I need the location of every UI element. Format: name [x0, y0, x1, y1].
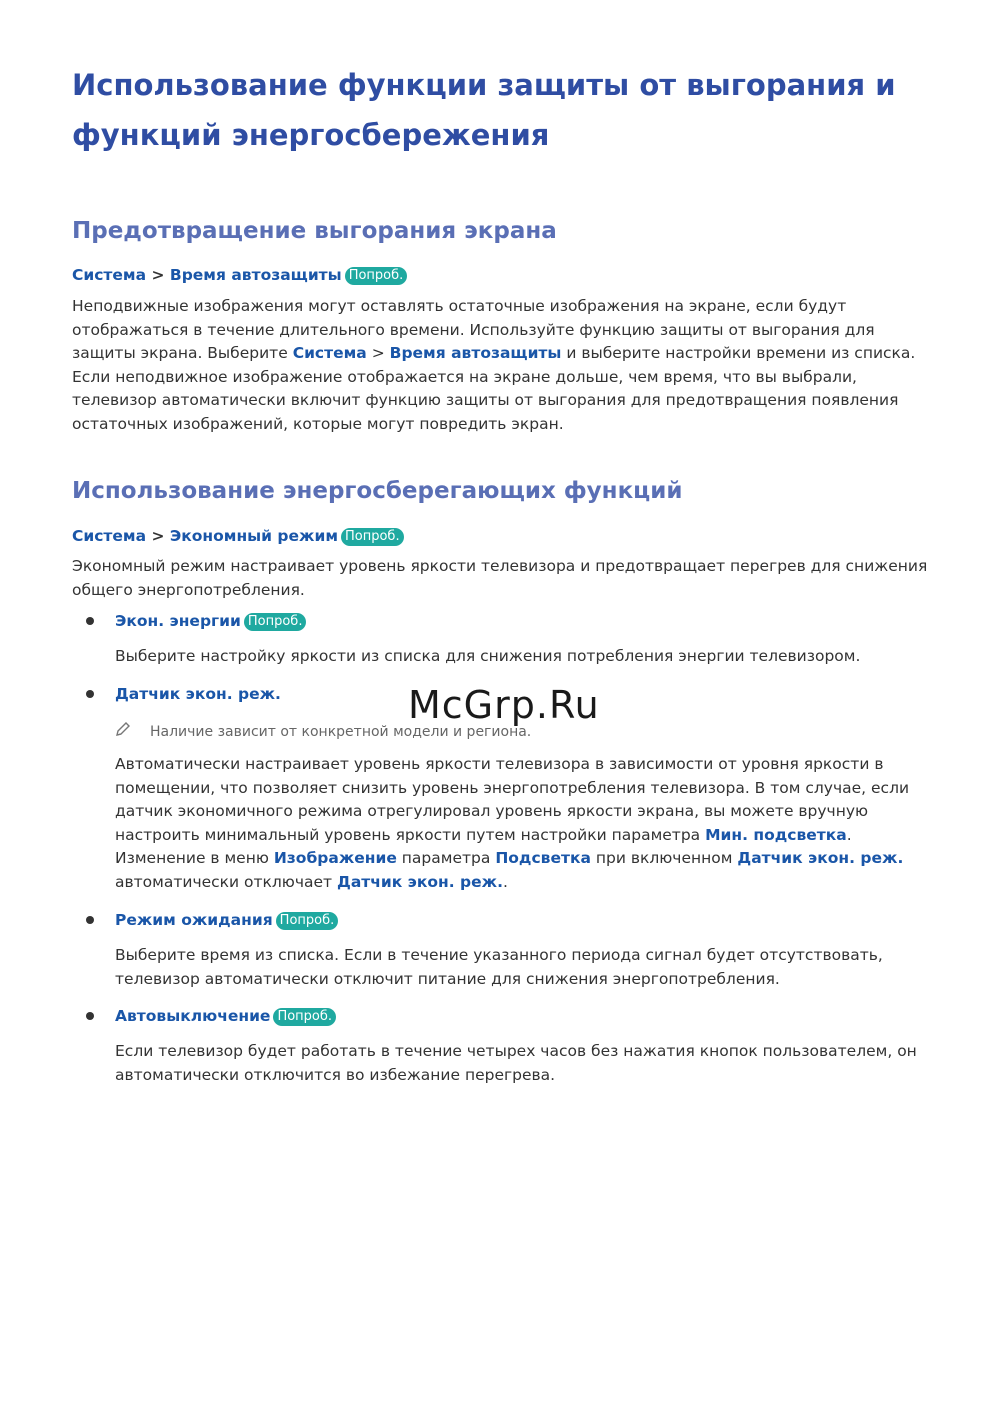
item-eco-sensor — [115, 683, 281, 705]
crumb-system-link[interactable]: Система — [72, 527, 147, 545]
crumb-auto-protection-link[interactable]: Время автозащиты — [169, 266, 342, 284]
section-heading-energy-saving: Использование энергосберегающих функций — [72, 478, 683, 504]
paragraph-text: . Изменение в меню — [115, 825, 852, 867]
paragraph-text: при включенном — [595, 849, 733, 867]
paragraph-text: автоматически отключает — [115, 872, 333, 891]
try-now-button[interactable]: Попроб. — [273, 1008, 336, 1026]
eco-sensor-inline-link[interactable]: Датчик экон. реж. — [737, 849, 904, 867]
breadcrumb-energy-saving — [72, 525, 404, 547]
energy-saving-description: Выберите настройку яркости из списка для снижения потребления энергии телевизором. — [115, 647, 861, 665]
backlight-link[interactable]: Подсветка — [495, 849, 591, 867]
bullet-dot — [86, 617, 94, 625]
item-auto-power-off — [115, 1005, 336, 1027]
eco-sensor-inline-link[interactable]: Датчик экон. реж. — [337, 872, 503, 891]
item-energy-saving — [115, 610, 306, 632]
try-now-button[interactable]: Попроб. — [244, 613, 307, 631]
crumb-separator: > — [151, 527, 165, 545]
eco-mode-intro: Экономный режим настраивает уровень яркости телевизора и предотвращает перегрев для снижения общего энергопотребления. — [72, 557, 928, 599]
page-title: Использование функции защиты от выгорания и функций энергосбережения — [72, 68, 896, 152]
breadcrumb-burn-protection — [72, 264, 407, 286]
inline-separator: > — [371, 344, 385, 362]
auto-power-off-link[interactable]: Автовыключение — [115, 1007, 271, 1025]
availability-note: Наличие зависит от конкретной модели и региона. — [150, 724, 532, 740]
item-standby-mode — [115, 909, 338, 931]
paragraph-text: Неподвижные изображения могут оставлять остаточные изображения на экране, если будут отображаться в течение длительного времени. Используйте функцию защиты от выгорания для защиты экрана. Выберите — [72, 297, 875, 362]
try-now-button[interactable]: Попроб. — [276, 912, 339, 930]
bullet-dot — [86, 916, 94, 924]
paragraph-text: . — [502, 872, 508, 891]
energy-saving-link[interactable]: Экон. энергии — [115, 612, 241, 630]
paragraph-text: Автоматически настраивает уровень яркости телевизора в зависимости от уровня яркости в помещении, что позволяет снизить уровень энергопотребления телевизора. В том случае, если датчик экономичного режима отрегулировал уровень яркости экрана, вы можете вручную настроить минимальный уровень яркости путем настройки параметра — [115, 755, 910, 844]
picture-link[interactable]: Изображение — [273, 849, 397, 867]
pencil-icon — [114, 720, 132, 738]
eco-sensor-description — [115, 753, 930, 894]
auto-power-off-description: Если телевизор будет работать в течение четырех часов без нажатия кнопок пользователем, он автоматически отключится во избежание перегрева. — [115, 1042, 917, 1084]
crumb-eco-mode-link[interactable]: Экономный режим — [169, 527, 338, 545]
bullet-dot — [86, 690, 94, 698]
eco-sensor-link[interactable]: Датчик экон. реж. — [115, 685, 281, 703]
min-backlight-link[interactable]: Мин. подсветка — [705, 825, 847, 844]
standby-mode-link[interactable]: Режим ожидания — [115, 911, 273, 929]
crumb-system-link[interactable]: Система — [72, 266, 147, 284]
standby-mode-description: Выберите время из списка. Если в течение указанного периода сигнал будет отсутствовать, телевизор автоматически отключит питание для снижения энергопотребления. — [115, 946, 883, 988]
burn-protection-description — [72, 295, 932, 436]
section-heading-burn-protection: Предотвращение выгорания экрана — [72, 218, 557, 244]
paragraph-text: и выберите настройки времени из списка. Если неподвижное изображение отображается на экране дольше, чем время, что вы выбрали, телевизор автоматически включит функцию защиты от выгорания для предотвращения появления остаточных изображений, которые могут повредить экран. — [72, 344, 916, 433]
crumb-separator: > — [151, 266, 165, 284]
inline-link-auto-protection[interactable]: Время автозащиты — [389, 344, 562, 362]
paragraph-text: параметра — [401, 849, 491, 867]
try-now-button[interactable]: Попроб. — [345, 267, 408, 285]
bullet-dot — [86, 1012, 94, 1020]
watermark: McGrp.Ru — [408, 683, 600, 727]
inline-link-system[interactable]: Система — [292, 344, 367, 362]
try-now-button[interactable]: Попроб. — [341, 528, 404, 546]
